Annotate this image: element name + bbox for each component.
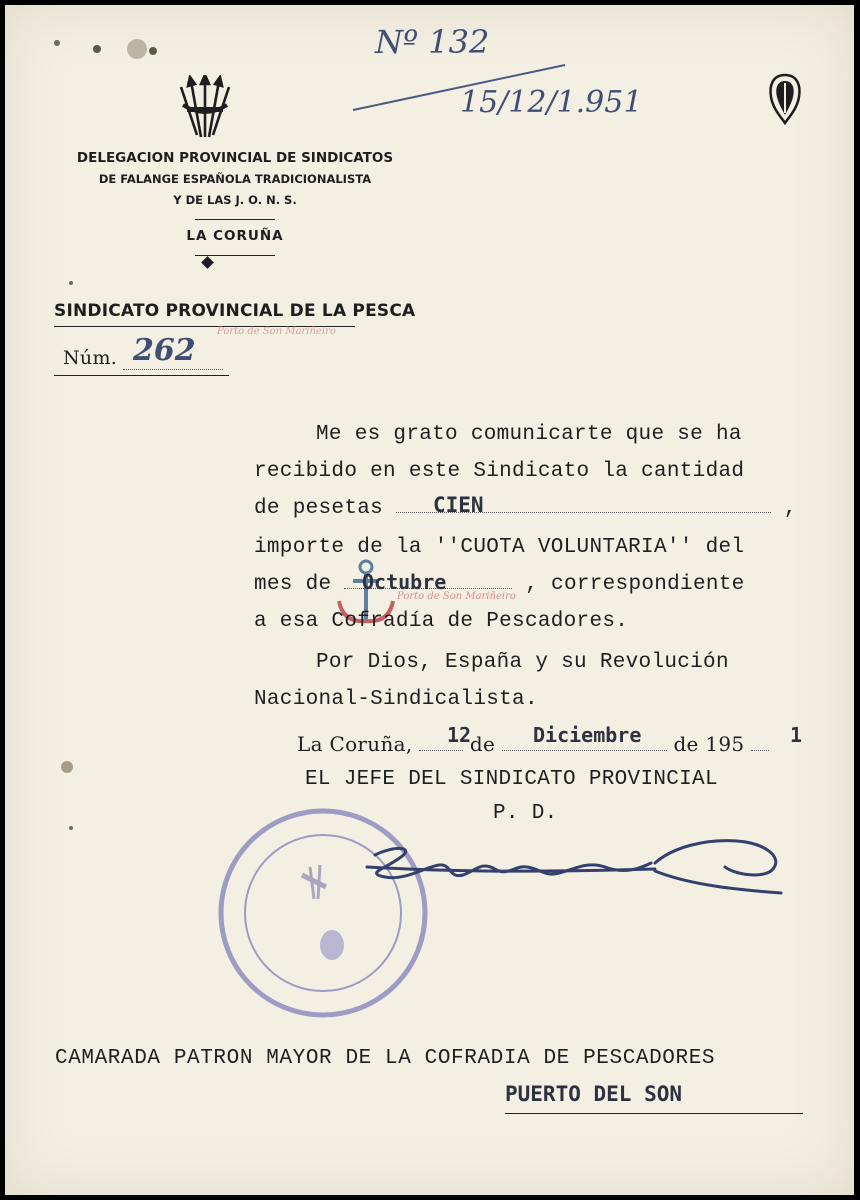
- recipient-title: CAMARADA PATRON MAYOR DE LA COFRADIA DE PESCADORES: [55, 1047, 716, 1070]
- body-line-2: recibido en este Sindicato la cantidad: [254, 460, 745, 483]
- body-line-1: Me es grato comunicarte que se ha: [316, 423, 742, 446]
- date-year-digit: 1: [790, 723, 803, 747]
- body-line-3: de pesetas ,: [254, 497, 797, 520]
- num-underline: [54, 375, 229, 376]
- letterhead-line-1: DELEGACION PROVINCIAL DE SINDICATOS: [76, 150, 394, 166]
- signature-title: EL JEFE DEL SINDICATO PROVINCIAL: [305, 768, 718, 791]
- document-page: [5, 5, 854, 1195]
- num-value: 262: [133, 333, 196, 368]
- letterhead-line-2: DE FALANGE ESPAÑOLA TRADICIONALISTA: [98, 172, 372, 186]
- shield-emblem-icon: [767, 73, 803, 127]
- body-line-6: a esa Cofradía de Pescadores.: [254, 610, 629, 633]
- body-line-5: mes de , correspondiente: [254, 573, 745, 596]
- yoke-arrows-emblem-icon: [177, 75, 233, 141]
- sindicato-title: SINDICATO PROVINCIAL DE LA PESCA: [54, 301, 416, 321]
- watermark-text-2: Porto de Son Mariñeiro: [217, 326, 336, 337]
- amount-value: CIEN: [433, 493, 484, 517]
- handwritten-underline: [345, 55, 575, 125]
- body-line-4: importe de la ''CUOTA VOLUNTARIA'' del: [254, 536, 745, 559]
- handwritten-signature: [355, 827, 795, 917]
- num-label: Núm.: [63, 347, 118, 369]
- letterhead-divider: [195, 219, 275, 220]
- date-line: La Coruña, de de 195: [297, 732, 769, 756]
- signature-pd: P. D.: [493, 802, 558, 825]
- recipient-underline: [505, 1113, 803, 1114]
- date-day: 12: [447, 723, 472, 747]
- num-dotline: [123, 369, 223, 370]
- body-line-8: Nacional-Sindicalista.: [254, 688, 538, 711]
- recipient-port: PUERTO DEL SON: [505, 1082, 683, 1106]
- letterhead-line-3: Y DE LAS J. O. N. S.: [173, 193, 297, 207]
- month-value: Octubre: [362, 570, 447, 594]
- handwritten-number: Nº 132: [375, 23, 490, 61]
- body-line-7: Por Dios, España y su Revolución: [316, 651, 729, 674]
- date-month: Diciembre: [533, 723, 642, 747]
- handwritten-date: 15/12/1.951: [460, 85, 643, 120]
- letterhead-city: LA CORUÑA: [186, 228, 284, 244]
- watermark-text: Porto de Son Mariñeiro: [397, 591, 516, 602]
